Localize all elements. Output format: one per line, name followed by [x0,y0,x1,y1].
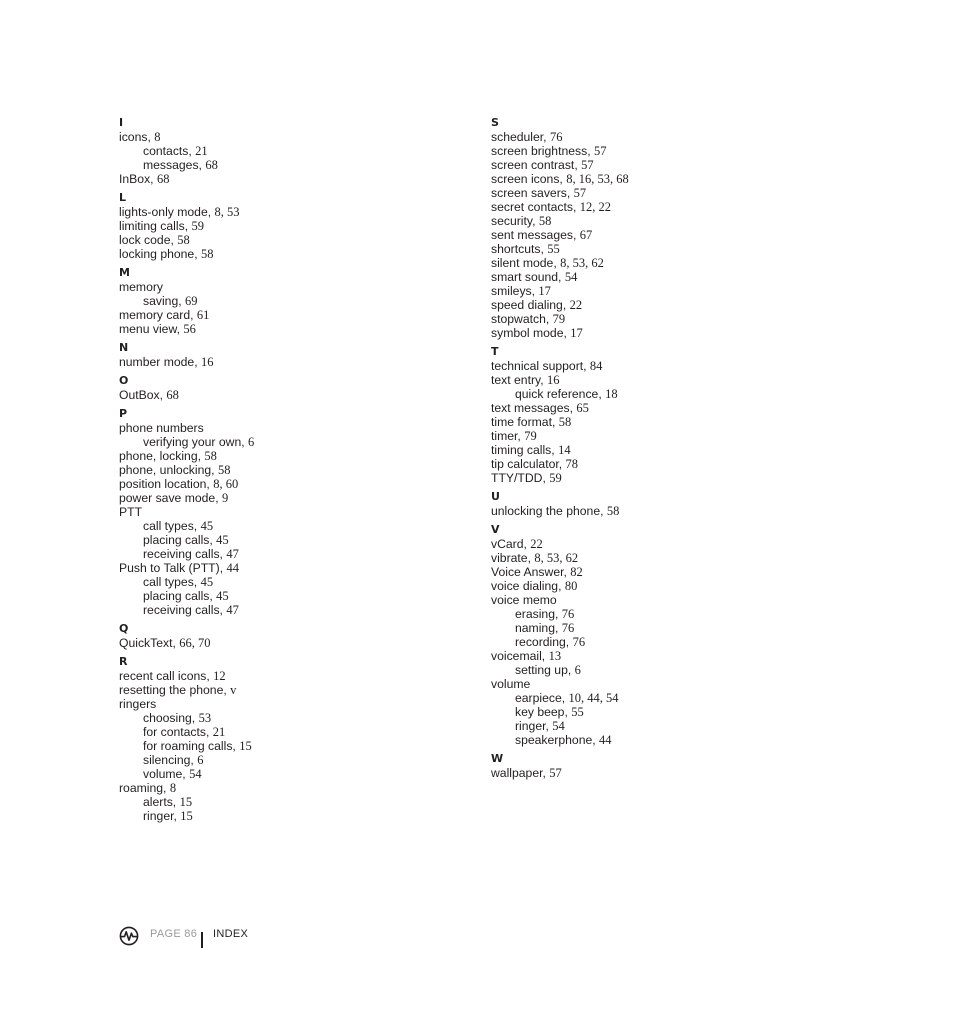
entry-page-ref: 68 [205,158,218,172]
entry-term: time format, [491,415,559,429]
entry-term: lock code, [119,233,178,247]
index-subentry [119,519,439,533]
index-entry [491,593,811,607]
section-letter: U [491,490,500,503]
index-entry [491,565,811,579]
entry-page-ref: 17 [570,326,583,340]
index-entry [119,280,439,294]
index-subentry [119,575,439,589]
index-subentry [119,753,439,767]
index-subentry [119,767,439,781]
entry-page-ref: 45 [216,589,229,603]
index-section [491,345,811,485]
index-section [119,407,439,617]
entry-page-ref: 47 [226,603,239,617]
index-section [119,191,439,261]
entry-page-ref: 65 [576,401,589,415]
entry-term: voice memo [491,593,557,607]
entry-page-ref: 45 [216,533,229,547]
index-subentry [119,809,439,823]
index-subentry [491,691,811,705]
index-subentry [119,533,439,547]
entry-term: vCard, [491,537,531,551]
page-number: PAGE 86 [150,928,198,940]
index-entry [491,443,811,457]
index-entry [119,322,439,336]
index-subentry [119,435,439,449]
entry-term: InBox, [119,172,157,186]
index-subentry [119,711,439,725]
index-entry [491,471,811,485]
entry-term: PTT [119,505,143,519]
entry-term: wallpaper, [491,766,550,780]
entry-term: phone numbers [119,421,204,435]
entry-term: QuickText, [119,636,180,650]
index-entry [491,158,811,172]
entry-term: lights-only mode, [119,205,215,219]
entry-page-ref: 21 [212,725,226,739]
index-entry [491,242,811,256]
index-entry [119,561,439,575]
index-subentry [119,603,439,617]
entry-term: volume, [143,767,190,781]
index-entry [119,781,439,795]
entry-term: for roaming calls, [143,739,240,753]
index-section [119,622,439,650]
entry-page-ref: 22 [530,537,543,551]
index-entry [119,388,439,402]
index-entry [119,219,439,233]
entry-page-ref: 76 [572,635,586,649]
index-subentry [491,663,811,677]
index-column-left [119,116,439,823]
index-subentry [491,621,811,635]
entry-term: Voice Answer, [491,565,571,579]
entry-term: call types, [143,519,201,533]
entry-page-ref: 15 [180,809,193,823]
entry-page-ref: 78 [565,457,579,471]
entry-term: stopwatch, [491,312,553,326]
index-entry [119,477,439,491]
entry-page-ref: 8, 60 [213,477,239,491]
entry-page-ref: 59 [549,471,562,485]
index-subentry [119,294,439,308]
entry-term: resetting the phone, [119,683,231,697]
entry-page-ref: 76 [549,130,563,144]
entry-term: phone, locking, [119,449,205,463]
section-letter: T [491,345,499,358]
index-subentry [119,158,439,172]
index-entry [491,415,811,429]
entry-page-ref: 8, 53, 62 [534,551,579,565]
section-letter: P [119,407,128,420]
index-entry [119,308,439,322]
entry-term: locking phone, [119,247,201,261]
index-entry [119,505,439,519]
entry-term: silencing, [143,753,198,767]
entry-term: quick reference, [515,387,606,401]
entry-term: power save mode, [119,491,222,505]
entry-page-ref: v [230,683,237,697]
entry-term: position location, [119,477,214,491]
entry-page-ref: 76 [561,621,575,635]
entry-term: symbol mode, [491,326,571,340]
index-entry [491,144,811,158]
entry-page-ref: 58 [204,449,217,463]
entry-term: speakerphone, [515,733,600,747]
section-letter: W [491,752,504,765]
index-subentry [491,733,811,747]
index-subentry [119,144,439,158]
index-entry [491,429,811,443]
nextel-logo-icon [119,926,139,946]
entry-term: silent mode, [491,256,561,270]
entry-page-ref: 58 [177,233,190,247]
index-section [491,116,811,340]
index-entry [491,457,811,471]
entry-term: security, [491,214,539,228]
entry-term: memory [119,280,164,294]
entry-page-ref: 55 [547,242,560,256]
entry-term: phone, unlocking, [119,463,218,477]
index-subentry [119,589,439,603]
entry-term: alerts, [143,795,180,809]
entry-term: speed dialing, [491,298,570,312]
entry-page-ref: 58 [558,415,572,429]
entry-page-ref: 16 [200,355,214,369]
section-letter: N [119,341,129,354]
entry-page-ref: 80 [564,579,578,593]
entry-term: placing calls, [143,533,217,547]
entry-term: recording, [515,635,573,649]
entry-term: setting up, [515,663,575,677]
entry-term: roaming, [119,781,170,795]
index-entry [119,491,439,505]
entry-page-ref: 54 [189,767,202,781]
entry-term: smileys, [491,284,539,298]
index-entry [119,463,439,477]
index-section [119,655,439,823]
entry-page-ref: 17 [538,284,551,298]
entry-page-ref: 59 [191,219,204,233]
entry-page-ref: 67 [579,228,593,242]
entry-term: smart sound, [491,270,565,284]
entry-page-ref: 76 [561,607,575,621]
entry-term: scheduler, [491,130,550,144]
entry-page-ref: 58 [217,463,231,477]
entry-page-ref: 57 [581,158,594,172]
index-entry [491,130,811,144]
entry-page-ref: 12 [213,669,226,683]
entry-page-ref: 68 [166,388,179,402]
entry-page-ref: 54 [552,719,565,733]
index-entry [491,504,811,518]
index-entry [119,205,439,219]
entry-term: contacts, [143,144,196,158]
entry-term: tip calculator, [491,457,566,471]
entry-page-ref: 84 [589,359,603,373]
entry-term: receiving calls, [143,603,227,617]
entry-term: memory card, [119,308,197,322]
entry-term: ringer, [143,809,181,823]
entry-page-ref: 82 [570,565,583,579]
entry-page-ref: 21 [195,144,208,158]
entry-page-ref: 61 [196,308,210,322]
entry-term: call types, [143,575,201,589]
index-entry [491,256,811,270]
entry-page-ref: 55 [571,705,584,719]
index-section [491,523,811,747]
index-section [119,266,439,336]
entry-page-ref: 6 [574,663,581,677]
entry-term: screen contrast, [491,158,582,172]
index-entry [491,401,811,415]
entry-page-ref: 8 [154,130,161,144]
entry-page-ref: 6 [197,753,204,767]
index-entry [491,766,811,780]
entry-page-ref: 10, 44, 54 [568,691,619,705]
entry-page-ref: 44 [226,561,239,575]
index-entry [491,677,811,691]
index-entry [491,270,811,284]
entry-page-ref: 14 [558,443,571,457]
entry-term: verifying your own, [143,435,248,449]
entry-term: volume [491,677,531,691]
entry-page-ref: 8, 16, 53, 68 [566,172,629,186]
entry-term: screen icons, [491,172,567,186]
entry-page-ref: 16 [547,373,560,387]
entry-term: text messages, [491,401,577,415]
entry-page-ref: 57 [593,144,607,158]
entry-term: receiving calls, [143,547,227,561]
entry-page-ref: 53 [198,711,212,725]
entry-page-ref: 8, 53, 62 [560,256,604,270]
entry-page-ref: 68 [156,172,170,186]
entry-page-ref: 15 [179,795,193,809]
entry-page-ref: 13 [548,649,562,663]
index-entry [491,214,811,228]
entry-page-ref: 66, 70 [179,636,211,650]
entry-page-ref: 12, 22 [579,200,611,214]
index-subentry [491,387,811,401]
entry-term: recent call icons, [119,669,214,683]
entry-page-ref: 47 [226,547,239,561]
entry-term: placing calls, [143,589,217,603]
entry-term: choosing, [143,711,199,725]
index-subentry [119,739,439,753]
entry-page-ref: 69 [185,294,198,308]
entry-page-ref: 45 [200,575,214,589]
entry-page-ref: 45 [200,519,214,533]
entry-term: secret contacts, [491,200,580,214]
entry-term: unlocking the phone, [491,504,607,518]
index-entry [119,421,439,435]
entry-term: sent messages, [491,228,580,242]
index-entry [491,649,811,663]
index-entry [491,579,811,593]
entry-page-ref: 58 [201,247,214,261]
index-entry [119,683,439,697]
entry-term: vibrate, [491,551,535,565]
index-entry [119,636,439,650]
entry-term: timing calls, [491,443,559,457]
entry-term: shortcuts, [491,242,548,256]
entry-page-ref: 18 [605,387,618,401]
entry-term: for contacts, [143,725,213,739]
index-entry [119,233,439,247]
section-letter: S [491,116,499,129]
index-section [119,374,439,402]
index-entry [119,130,439,144]
index-entry [491,551,811,565]
index-entry [491,186,811,200]
entry-term: key beep, [515,705,572,719]
entry-term: ringer, [515,719,553,733]
index-subentry [119,795,439,809]
entry-term: erasing, [515,607,562,621]
entry-term: messages, [143,158,206,172]
index-subentry [491,635,811,649]
index-entry [491,312,811,326]
entry-page-ref: 15 [239,739,252,753]
index-entry [491,373,811,387]
entry-term: naming, [515,621,562,635]
index-section [119,116,439,186]
section-name: INDEX [213,928,249,940]
footer-divider [201,932,203,948]
index-entry [491,537,811,551]
entry-term: TTY/TDD, [491,471,550,485]
index-entry [119,247,439,261]
index-entry [119,355,439,369]
index-entry [119,697,439,711]
index-subentry [119,725,439,739]
index-entry [491,200,811,214]
section-letter: V [491,523,500,536]
entry-term: text entry, [491,373,547,387]
section-letter: Q [119,622,129,635]
index-entry [491,172,811,186]
index-entry [491,326,811,340]
section-letter: O [119,374,129,387]
entry-page-ref: 56 [183,322,196,336]
index-column-right [491,116,811,780]
index-entry [119,669,439,683]
section-letter: R [119,655,128,668]
index-subentry [491,719,811,733]
entry-term: menu view, [119,322,184,336]
entry-page-ref: 9 [221,491,229,505]
index-section [119,341,439,369]
entry-page-ref: 58 [606,504,620,518]
entry-page-ref: 57 [549,766,562,780]
section-letter: M [119,266,130,279]
index-section [491,490,811,518]
entry-term: saving, [143,294,186,308]
entry-term: technical support, [491,359,590,373]
entry-page-ref: 8 [169,781,177,795]
entry-term: earpiece, [515,691,569,705]
entry-page-ref: 8, 53 [214,205,240,219]
index-entry [491,228,811,242]
entry-term: ringers [119,697,157,711]
entry-term: voice dialing, [491,579,565,593]
entry-page-ref: 79 [524,429,537,443]
entry-term: timer, [491,429,525,443]
index-entry [119,449,439,463]
entry-term: voicemail, [491,649,549,663]
index-subentry [119,547,439,561]
entry-term: screen savers, [491,186,574,200]
entry-page-ref: 57 [573,186,587,200]
entry-term: Push to Talk (PTT), [119,561,227,575]
entry-term: OutBox, [119,388,167,402]
index-entry [491,298,811,312]
entry-page-ref: 79 [552,312,566,326]
entry-page-ref: 58 [538,214,552,228]
entry-term: limiting calls, [119,219,192,233]
entry-term: screen brightness, [491,144,594,158]
section-letter: L [119,191,127,204]
entry-term: number mode, [119,355,201,369]
index-entry [491,284,811,298]
entry-page-ref: 22 [569,298,583,312]
index-section [491,752,811,780]
index-entry [491,359,811,373]
entry-page-ref: 6 [248,435,255,449]
index-entry [119,172,439,186]
index-subentry [491,705,811,719]
section-letter: I [119,116,124,129]
entry-page-ref: 54 [564,270,578,284]
index-subentry [491,607,811,621]
entry-page-ref: 44 [599,733,612,747]
entry-term: icons, [119,130,155,144]
